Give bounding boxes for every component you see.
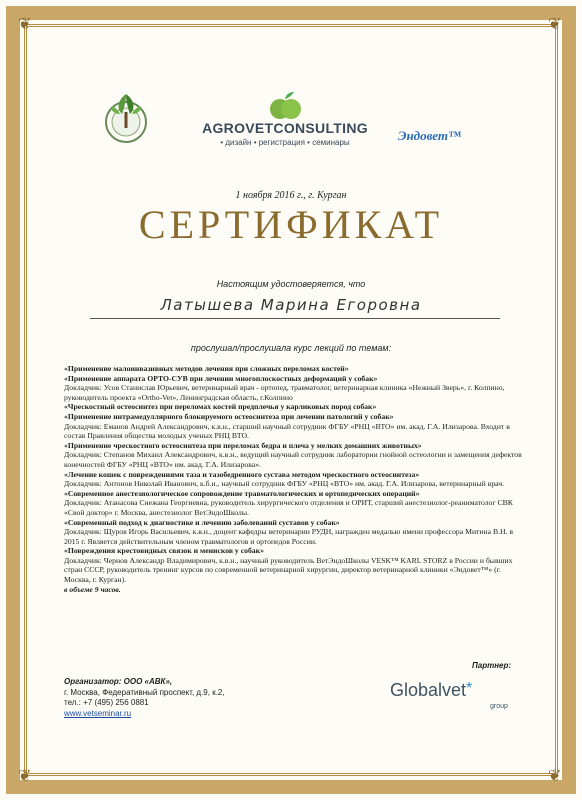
recipient-name: Латышева Марина Егоровна (160, 296, 422, 314)
globalvet-logo (390, 680, 472, 701)
topic-title: «Повреждения крестовидных связок и менисков у собак» (64, 546, 264, 556)
brand-tagline: • дизайн • регистрация • семинары (220, 138, 350, 147)
globalvet-name: Globalvet (390, 680, 467, 700)
topic-speaker: Докладчик: Щуров Игорь Васильевич, к.в.н., доцент кафедры ветеринарии РУДН, награжден медалью имени профессора Митина В.Н. в 2015 г. Является действительным членом травматологов и ортопедов России. (64, 527, 514, 546)
topic-item (64, 546, 526, 584)
corner-ornament-icon: ❦ (548, 14, 562, 33)
organizer-website-link[interactable]: www.vetseminar.ru (64, 708, 132, 718)
brand-name: AGROVETCONSULTING (202, 120, 368, 136)
topic-speaker: Докладчик: Атанасова Снежана Георгиевна, руководитель хирургического отделения и ОРИТ, старший анестезиолог-реаниматолог СВК «Свой доктор» г. Москва, анестезиолог ВетЭндоШколы. (64, 498, 513, 517)
topic-title: «Применение чрескостного остеосинтеза при переломах бедра и плеча у мелких домашних животных» (64, 440, 422, 450)
globalvet-group-label: group (490, 703, 508, 710)
topic-item (64, 402, 526, 412)
certificate-title: СЕРТИФИКАТ (138, 202, 444, 247)
name-underline (90, 318, 500, 319)
topic-item (64, 364, 526, 374)
topic-title: «Применение малоинвазивных методов лечения при сложных переломах костей» (64, 364, 349, 373)
topics-list (64, 364, 526, 594)
corner-ornament-icon: ❦ (548, 766, 562, 785)
topic-speaker: Докладчик: Степанов Михаил Александрович, к.в.н., ведущий научный сотрудник лаборатории гнойной остеологии и замещения дефектов конечностей ФГБУ «РНЦ «ВТО» им. акад. Г.А. Илизарова». (64, 450, 522, 469)
organizer-phone: тел.: +7 (495) 256 0881 (64, 698, 149, 707)
attended-text: прослушал/прослушала курс лекций по темам: (190, 343, 392, 353)
topic-title: «Чрескостный остеосинтез при переломах костей предплечья у карликовых пород собак» (64, 402, 377, 412)
topic-item (64, 412, 526, 441)
apple-icon (200, 90, 370, 120)
topic-title: «Современный подход к диагностике и лечению заболеваний суставов у собак» (64, 517, 340, 527)
topic-speaker: Докладчик: Антонов Николай Иванович, к.б.н., научный сотрудник ФГБУ «РНЦ «ВТО» им. акад. Г.А. Илизарова, ветеринарный врач. (64, 479, 505, 489)
topic-item (64, 518, 526, 547)
young-scientists-society-logo (100, 88, 152, 146)
course-volume: в объеме 9 часов. (64, 584, 121, 594)
agrovetconsulting-logo (200, 90, 370, 147)
partner-label: Партнер: (472, 661, 512, 670)
topic-title: «Применение аппарата ОРТО-СУВ при лечении многоплоскостных деформаций у собак» (64, 373, 378, 383)
topic-speaker: Докладчик: Чернов Александр Владимирович, к.в.н., научный руководитель ВетЭндоШколы VESK™ KARL STORZ в России и бывших стран СССР, руководитель тренинг курсов по современной ветеринарной хирургии, директор ветеринарной клиники «Эндовет™» (г. Москва, г. Курган). (64, 555, 513, 585)
certifies-text: Настоящим удостоверяется, что (216, 279, 366, 289)
topic-item (64, 489, 526, 518)
endovet-logo: Эндовет™ (398, 128, 461, 143)
topic-item (64, 374, 526, 403)
topic-title: «Современное анестезиологическое сопровождение травматологических и ортопедических операций» (64, 488, 420, 498)
topic-item (64, 441, 526, 470)
topic-speaker: Докладчик: Еманов Андрей Александрович, к.в.н., старший научный сотрудник ФГБУ «РНЦ «ВТО» им. акад. Г.А. Илизарова. Входит в состав Правления общества молодых ученых РНЦ ВТО. (64, 421, 510, 441)
corner-ornament-icon: ❦ (18, 766, 32, 785)
topic-speaker: Докладчик: Усов Станислав Юрьевич, ветеринарный врач - ортопед, травматолог, ветеринарная клиника «Нежный Зверь», г. Колпино, руководитель проекта «Ortho-Vet», Ленинградская область, г.Колпино (64, 383, 505, 402)
topic-item (64, 470, 526, 489)
topic-title: «Применение интрамедуллярного блокируемого остеосинтеза при лечении патологий у собак» (64, 411, 394, 421)
organizer-title: Организатор: ООО «АВК», (64, 677, 173, 686)
asterisk-icon: * (466, 680, 473, 697)
topic-title: «Лечение кошек с повреждениями таза и тазобедренного сустава методом чрескостного остеосинтеза» (64, 469, 420, 479)
corner-ornament-icon: ❦ (18, 14, 32, 33)
date-place: 1 ноября 2016 г., г. Курган (235, 190, 347, 201)
organizer-block (64, 677, 225, 719)
organizer-address: г. Москва, Федеративный проспект, д.9, к.2, (64, 687, 225, 697)
